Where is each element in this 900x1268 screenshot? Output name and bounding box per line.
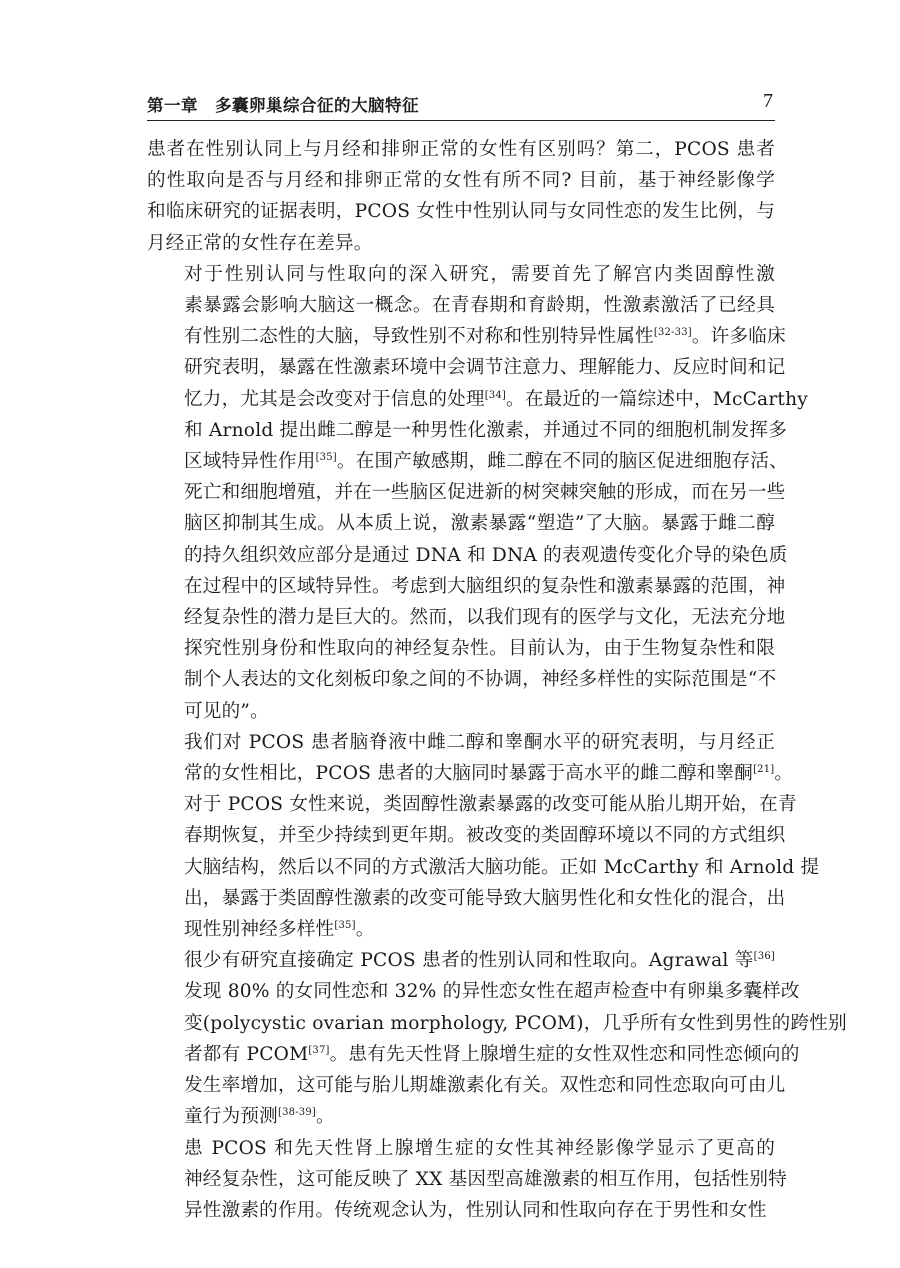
text-line	[147, 914, 775, 945]
line-text-tail: 。许多临床	[691, 326, 786, 348]
text-line	[147, 727, 775, 758]
text-line	[147, 789, 797, 820]
text-line	[147, 290, 775, 321]
text-line	[147, 602, 786, 633]
text-line	[147, 1008, 847, 1039]
citation-ref: [35]	[315, 452, 337, 464]
text-line	[147, 820, 786, 851]
citation-ref: [36]	[753, 951, 775, 963]
paragraph	[147, 945, 847, 1132]
paragraph	[147, 1133, 787, 1227]
citation-ref: [34]	[484, 389, 507, 401]
text-line	[147, 1070, 786, 1101]
line-text: 和临床研究的证据表明，PCOS 女性中性别认同与女同性恋的发生比例，与	[147, 201, 775, 223]
text-line	[147, 1101, 775, 1132]
paragraph	[147, 134, 775, 259]
text-line	[147, 696, 775, 727]
line-text: 神经复杂性，这可能反映了 XX 基因型高雄激素的相互作用，包括性别特	[184, 1168, 787, 1190]
text-line	[147, 1164, 787, 1195]
line-text: 的持久组织效应部分是通过 DNA 和 DNA 的表观遗传变化介导的染色质	[184, 544, 788, 566]
line-text: 素暴露会影响大脑这一概念。在青春期和育龄期，性激素激活了已经具	[184, 295, 775, 317]
line-text: 患者在性别认同上与月经和排卵正常的女性有区别吗？第二，PCOS 患者	[147, 139, 775, 160]
line-text: 可见的”。	[184, 700, 269, 722]
line-text: 的性取向是否与月经和排卵正常的女性有所不同? 目前，基于神经影像学	[147, 170, 775, 192]
running-header	[147, 90, 775, 121]
line-text: 变(polycystic ovarian morphology, PCOM)，几乎所有女性到男性的跨性别	[184, 1012, 847, 1034]
line-text: 我们对 PCOS 患者脑脊液中雌二醇和睾酮水平的研究表明，与月经正	[184, 731, 775, 753]
line-text: 研究表明，暴露在性激素环境中会调节注意力、理解能力、反应时间和记	[184, 357, 786, 379]
line-text-tail: 。	[355, 919, 375, 941]
line-text: 春期恢复，并至少持续到更年期。被改变的类固醇环境以不同的方式组织	[184, 825, 786, 847]
text-line	[147, 477, 786, 508]
citation-ref: [21]	[753, 764, 775, 776]
line-text: 脑区抑制其生成。从本质上说，激素暴露“塑造”了大脑。暴露于雌二醇	[184, 513, 775, 535]
line-text: 患 PCOS 和先天性肾上腺增生症的女性其神经影像学显示了更高的	[184, 1137, 775, 1159]
line-text: 死亡和细胞增殖，并在一些脑区促进新的树突棘突触的形成，而在另一些	[184, 482, 786, 504]
line-text: 月经正常的女性存在差异。	[147, 232, 373, 254]
line-text: 和 Arnold 提出雌二醇是一种男性化激素，并通过不同的细胞机制发挥多	[184, 419, 787, 441]
line-text: 大脑结构，然后以不同的方式激活大脑功能。正如 McCarthy 和 Arnold 提	[184, 856, 820, 878]
text-line	[147, 540, 788, 571]
text-line	[147, 259, 775, 290]
text-line	[147, 165, 775, 196]
line-text: 在过程中的区域特异性。考虑到大脑组织的复杂性和激素暴露的范围，神	[184, 575, 786, 597]
text-line	[147, 228, 775, 259]
line-text-tail: 。在最近的一篇综述中，McCarthy	[506, 388, 808, 410]
paragraph	[147, 259, 808, 727]
text-line	[147, 321, 786, 352]
text-line	[147, 945, 775, 976]
citation-ref: [32-33]	[653, 327, 692, 339]
text-line	[147, 415, 787, 446]
line-text: 区域特异性作用	[184, 451, 316, 473]
line-text: 对于性别认同与性取向的深入研究，需要首先了解宫内类固醇性激	[184, 263, 775, 285]
line-text: 有性别二态性的大脑，导致性别不对称和性别特异性属性	[184, 326, 654, 348]
text-line	[147, 664, 775, 695]
line-text: 者都有 PCOM	[184, 1043, 309, 1065]
page-number: 7	[763, 90, 773, 112]
line-text: 常的女性相比，PCOS 患者的大脑同时暴露于高水平的雌二醇和睾酮	[184, 763, 754, 785]
text-line	[147, 1195, 775, 1226]
line-text: 发现 80% 的女同性恋和 32% 的异性恋女性在超声检查中有卵巢多囊样改	[184, 981, 800, 1003]
body-text	[147, 134, 847, 1226]
text-line	[147, 508, 775, 539]
line-text-tail: 。患有先天性肾上腺增生症的女性双性恋和同性恋倾向的	[329, 1043, 800, 1065]
text-line	[147, 1039, 800, 1070]
line-text: 经复杂性的潜力是巨大的。然而，以我们现有的医学与文化，无法充分地	[184, 607, 786, 629]
line-text: 制个人表达的文化刻板印象之间的不协调，神经多样性的实际范围是“不	[184, 669, 777, 691]
line-text: 忆力，尤其是会改变对于信息的处理	[184, 388, 485, 410]
line-text: 现性别神经多样性	[184, 919, 335, 941]
line-text: 发生率增加，这可能与胎儿期雄激素化有关。双性恋和同性恋取向可由儿	[184, 1075, 786, 1097]
citation-ref: [37]	[308, 1044, 330, 1056]
citation-ref: [35]	[334, 920, 356, 932]
line-text: 异性激素的作用。传统观念认为，性别认同和性取向存在于男性和女性	[184, 1199, 767, 1221]
line-text-tail: 。在围产敏感期，雌二醇在不同的脑区促进细胞存活、	[336, 451, 788, 473]
text-line	[147, 384, 808, 415]
text-line	[147, 758, 794, 789]
line-text: 童行为预测	[184, 1106, 278, 1128]
text-line	[147, 134, 775, 165]
line-text-tail: 。	[316, 1106, 335, 1128]
line-text: 探究性别身份和性取向的神经复杂性。目前认为，由于生物复杂性和限	[184, 638, 775, 660]
line-text: 很少有研究直接确定 PCOS 患者的性别认同和性取向。Agrawal 等	[184, 950, 754, 972]
line-text: 对于 PCOS 女性来说，类固醇性激素暴露的改变可能从胎儿期开始，在青	[184, 794, 797, 816]
text-line	[147, 883, 786, 914]
citation-ref: [38-39]	[277, 1107, 317, 1119]
text-line	[147, 571, 786, 602]
text-line	[147, 196, 775, 227]
text-line	[147, 852, 820, 883]
text-line	[147, 352, 786, 383]
text-line	[147, 633, 775, 664]
line-text-tail: 。	[774, 763, 794, 785]
text-line	[147, 1133, 775, 1164]
text-line	[147, 446, 788, 477]
text-line	[147, 976, 800, 1007]
chapter-title: 第一章 多囊卵巢综合征的大脑特征	[147, 96, 419, 115]
line-text: 出，暴露于类固醇性激素的改变可能导致大脑男性化和女性化的混合，出	[184, 887, 786, 909]
paragraph	[147, 727, 820, 945]
